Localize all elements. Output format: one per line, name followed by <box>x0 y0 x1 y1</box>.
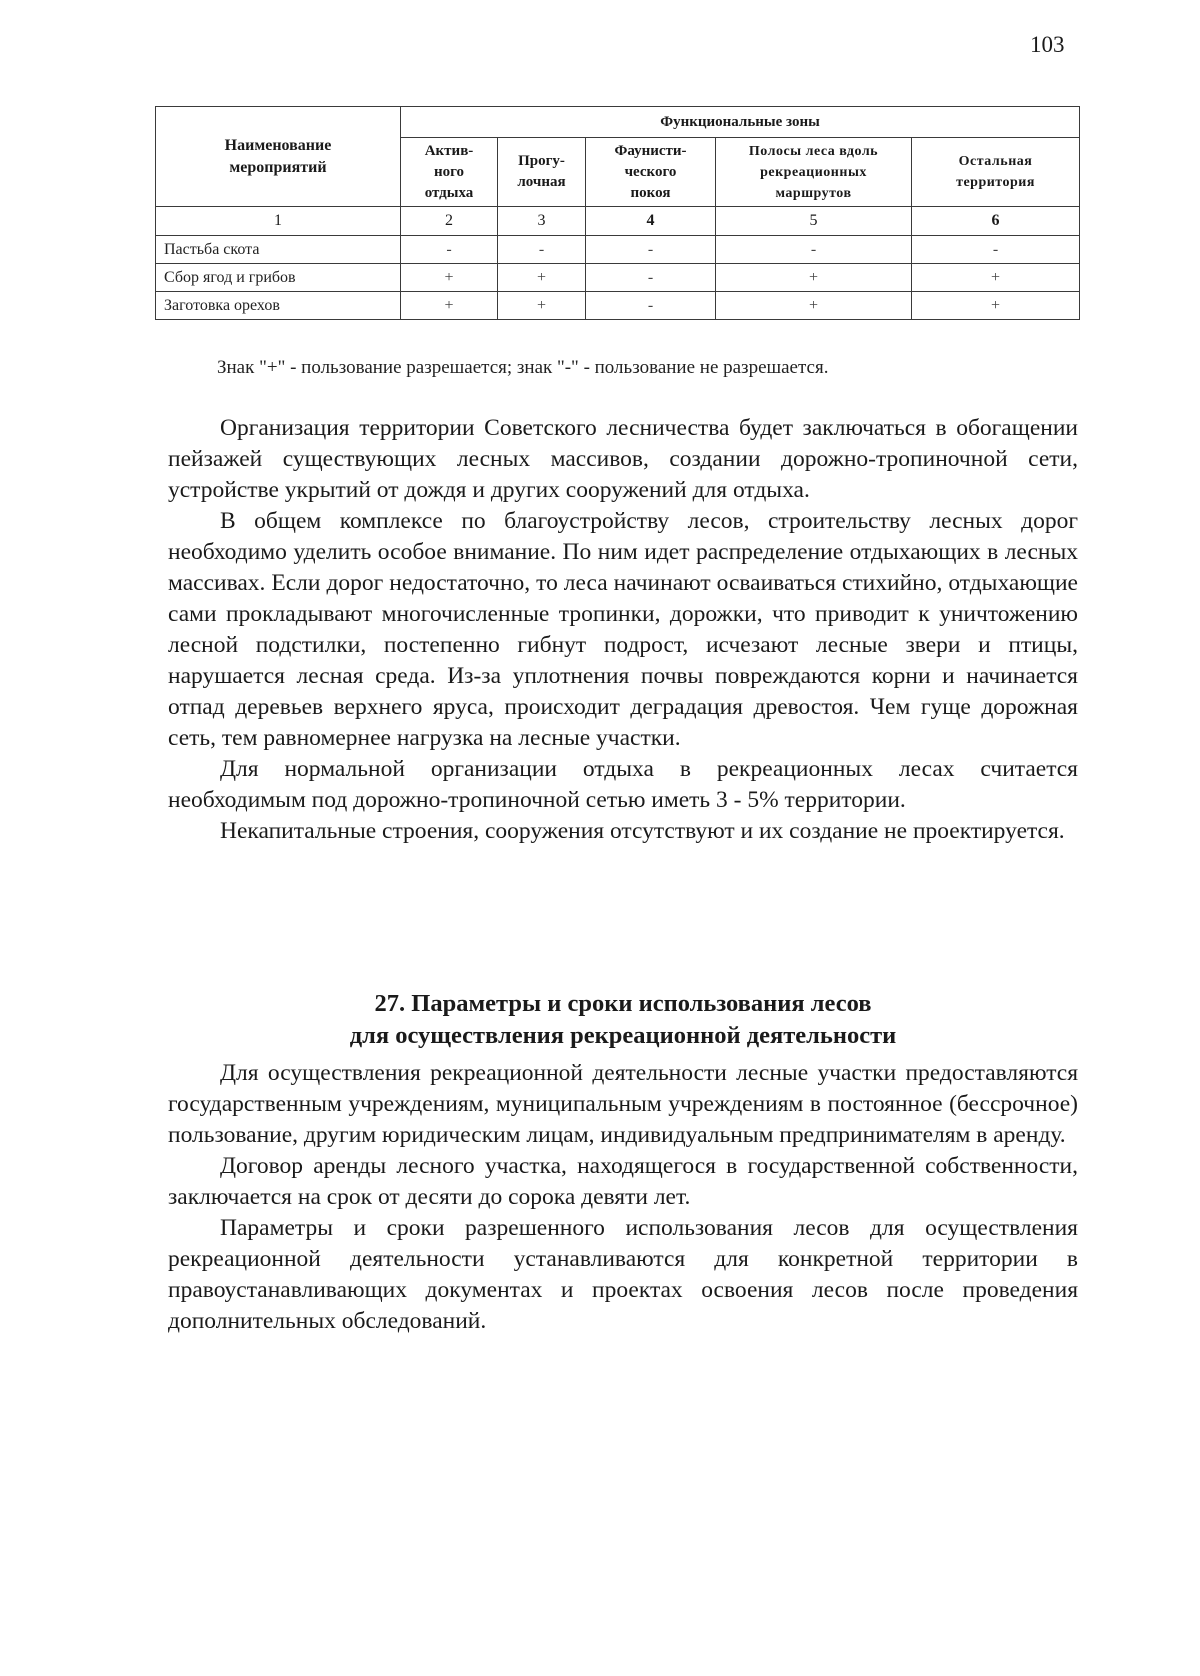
header-line: маршрутов <box>775 185 852 201</box>
table-header-zone-active <box>401 138 498 207</box>
table-cell: + <box>716 292 912 320</box>
header-line: покоя <box>630 184 671 201</box>
table-row <box>156 236 1080 264</box>
functional-zones-table <box>155 106 1080 320</box>
table-cell: 4 <box>586 207 716 236</box>
header-line: ного <box>433 163 465 180</box>
table-header-functional-zones: Функциональные зоны <box>401 107 1080 138</box>
table-number-row <box>156 207 1080 236</box>
header-line: Фаунисти- <box>614 142 687 159</box>
table-cell: - <box>586 264 716 292</box>
table-row-label: Пастьба скота <box>156 236 401 264</box>
table-cell: - <box>716 236 912 264</box>
table-header-activities <box>156 107 401 207</box>
header-line: Остальная <box>958 154 1033 169</box>
table-cell: - <box>586 292 716 320</box>
header-line: мероприятий <box>229 158 327 176</box>
page-number: 103 <box>1030 32 1065 57</box>
table-cell: + <box>912 292 1080 320</box>
table-cell: - <box>498 236 586 264</box>
heading-line: для осуществления рекреационной деятельности <box>349 1022 897 1049</box>
body-text-recreation-parameters <box>168 1058 1078 1337</box>
paragraph: В общем комплексе по благоустройству лесов, строительству лесных дорог необходимо уделить особое внимание. По ним идет распределение отдыхающих в лесных массивах. Если дорог недостаточно, то леса начинают осваиваться стихийно, отдыхающие сами прокладывают многочисленные тропинки, дорожки, что приводит к уничтожению лесной подстилки, постепенно гибнут подрост, исчезают лесные звери и птицы, нарушается лесная среда. Из-за уплотнения почвы повреждаются корни и начинается отпад деревьев верхнего яруса, происходит деградация древостоя. Чем гуще дорожная сеть, тем равномернее нагрузка на лесные участки. <box>168 508 1078 751</box>
table-legend: Знак "+" - пользование разрешается; знак "-" - пользование не разрешается. <box>217 357 829 378</box>
paragraph: Некапитальные строения, сооружения отсутствуют и их создание не проектируется. <box>220 818 1065 844</box>
table-row <box>156 292 1080 320</box>
table-cell: + <box>401 292 498 320</box>
table-cell: + <box>912 264 1080 292</box>
table-cell: 5 <box>716 207 912 236</box>
paragraph: Для нормальной организации отдыха в рекреационных лесах считается необходимым под дорожно-тропиночной сетью иметь 3 - 5% территории. <box>168 756 1078 813</box>
table-cell: 2 <box>401 207 498 236</box>
table-row-label: Заготовка орехов <box>156 292 401 320</box>
header-line: территория <box>956 175 1035 190</box>
heading-line: 27. Параметры и сроки использования лесов <box>374 990 872 1017</box>
table-cell: + <box>716 264 912 292</box>
table-header-zone-walking <box>498 138 586 207</box>
section-heading-27 <box>168 988 1078 1052</box>
table-header-zone-route-strips <box>716 138 912 207</box>
table-row-label: Сбор ягод и грибов <box>156 264 401 292</box>
paragraph: Для осуществления рекреационной деятельности лесные участки предоставляются государственным учреждениям, муниципальным учреждениям в постоянное (бессрочное) пользование, другим юридическим лицам, индивидуальным предпринимателям в аренду. <box>168 1060 1078 1148</box>
table-cell: - <box>401 236 498 264</box>
header-line: лочная <box>517 174 566 190</box>
table-cell: - <box>586 236 716 264</box>
header-line: Наименование <box>224 136 332 154</box>
header-line: рекреационных <box>760 164 867 180</box>
table-cell: 6 <box>912 207 1080 236</box>
paragraph: Параметры и сроки разрешенного использования лесов для осуществления рекреационной деятельности устанавливаются для конкретной территории в правоустанавливающих документах и проектах освоения лесов после проведения дополнительных обследований. <box>168 1215 1078 1334</box>
table-header-zone-other <box>912 138 1080 207</box>
table-cell: 3 <box>498 207 586 236</box>
table-row <box>156 264 1080 292</box>
table-header-zone-fauna <box>586 138 716 207</box>
header-line: отдыха <box>424 184 474 201</box>
table-cell: + <box>401 264 498 292</box>
table-cell: + <box>498 264 586 292</box>
table-cell: + <box>498 292 586 320</box>
paragraph: Договор аренды лесного участка, находящегося в государственной собственности, заключается на срок от десяти до сорока девяти лет. <box>168 1153 1078 1210</box>
header-line: ческого <box>624 163 677 180</box>
header-line: Полосы леса вдоль <box>748 143 879 159</box>
table-cell: - <box>912 236 1080 264</box>
body-text-recreation-organization <box>168 413 1078 847</box>
table-cell: 1 <box>156 207 401 236</box>
paragraph: Организация территории Советского лесничества будет заключаться в обогащении пейзажей существующих лесных массивов, создании дорожно-тропиночной сети, устройстве укрытий от дождя и других сооружений для отдыха. <box>168 415 1078 503</box>
header-line: Актив- <box>424 142 474 159</box>
header-line: Прогу- <box>518 153 565 169</box>
